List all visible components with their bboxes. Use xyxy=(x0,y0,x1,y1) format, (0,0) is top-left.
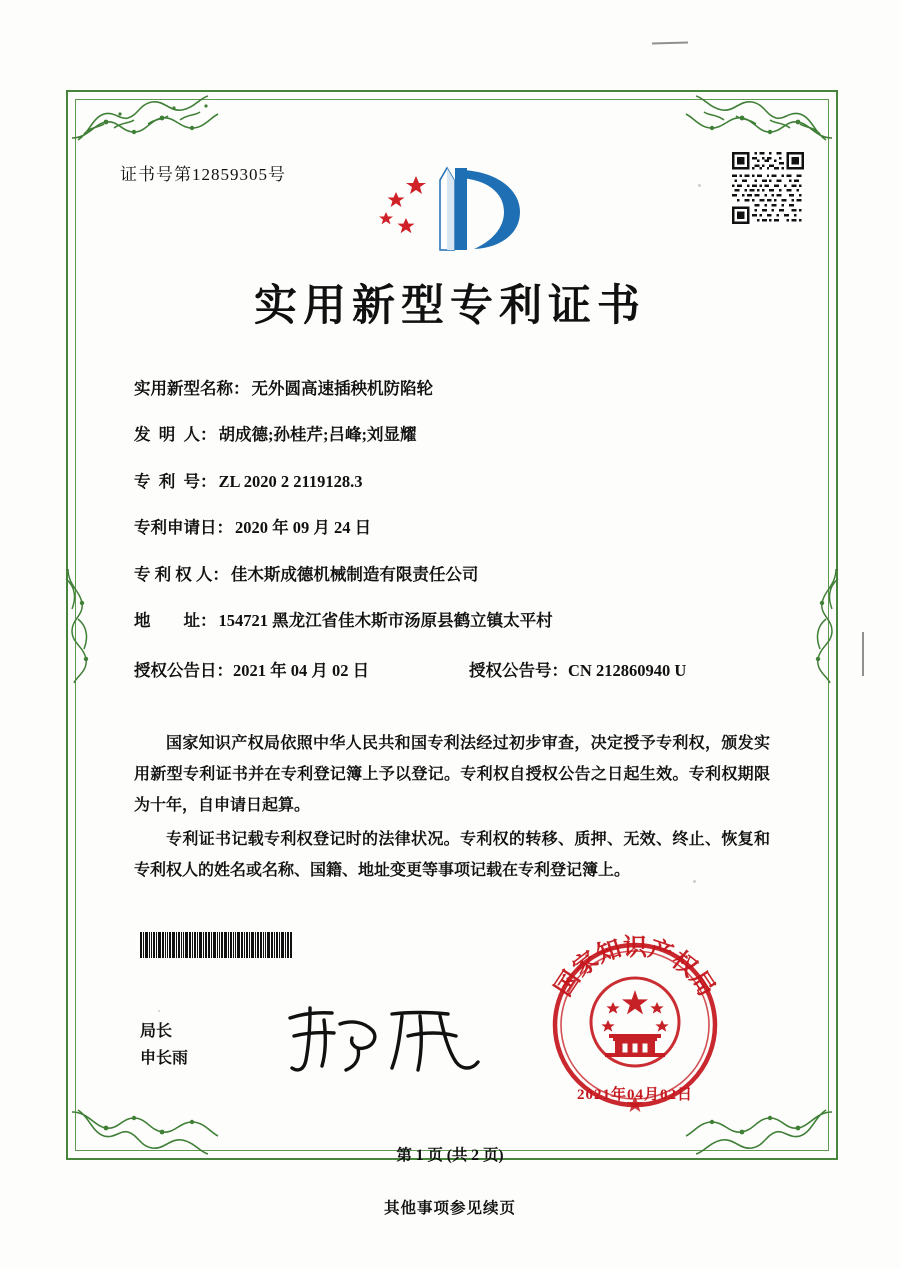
field-label: 实用新型名称： xyxy=(134,379,250,398)
paragraph-1: 国家知识产权局依照中华人民共和国专利法经过初步审查，决定授予专利权，颁发实用新型专利证书并在专利登记簿上予以登记。专利权自授权公告之日起生效。专利权期限为十年，自申请日起算。 xyxy=(134,735,770,815)
field-list xyxy=(134,378,774,699)
grant-number-label: 授权公告号： xyxy=(469,660,568,680)
field-label: 专利申请日： xyxy=(134,518,233,538)
page-number: 第 1 页 (共 2 页) xyxy=(396,1147,504,1164)
field-value: 佳木斯成德机械制造有限责任公司 xyxy=(230,564,479,584)
grant-date-value: 2021 年 04 月 02 日 xyxy=(233,660,370,680)
field-address xyxy=(134,610,774,631)
seal-date: 2021年04月02日 xyxy=(576,1087,693,1103)
field-value: 胡成德;孙桂芹;吕峰;刘显耀 xyxy=(218,425,417,445)
grant-number-value: CN 212860940 U xyxy=(568,660,687,680)
grant-date xyxy=(134,657,469,681)
signature-block xyxy=(140,1018,188,1072)
field-utility-model-name xyxy=(134,378,774,399)
paragraph-2: 专利证书记载专利权登记时的法律状况。专利权的转移、质押、无效、终止、恢复和专利权人的姓名或名称、国籍、地址变更等事项记载在专利登记簿上。 xyxy=(134,830,770,879)
field-label: 地 址： xyxy=(134,611,217,631)
scan-edge-mark-top xyxy=(652,42,688,45)
cpo-patent-logo-icon xyxy=(354,166,546,252)
field-label: 发 明 人： xyxy=(134,425,217,445)
field-value: 154721 黑龙江省佳木斯市汤原县鹤立镇太平村 xyxy=(218,611,553,631)
field-label: 专 利 号： xyxy=(134,471,217,491)
svg-text:国家知识产权局: 国家知识产权局 xyxy=(550,935,720,1002)
field-application-date xyxy=(134,517,774,538)
field-value: 2020 年 09 月 24 日 xyxy=(235,518,372,538)
field-patent-number xyxy=(134,471,774,492)
official-red-seal-icon xyxy=(540,930,730,1120)
body-text xyxy=(134,728,770,888)
field-inventors xyxy=(134,424,774,445)
handwritten-signature-icon xyxy=(280,1000,490,1078)
field-value: ZL 2020 2 2119128.3 xyxy=(218,471,363,491)
scan-edge-mark-right xyxy=(862,632,864,676)
grant-publication-number xyxy=(469,657,686,681)
field-patentee xyxy=(134,564,774,585)
certificate-number: 证书号第12859305号 xyxy=(120,165,286,184)
field-grant-row xyxy=(134,657,774,681)
signature-role: 局长 xyxy=(140,1023,173,1040)
qr-code-icon xyxy=(732,152,804,224)
barcode xyxy=(140,932,336,958)
footer-note: 其他事项参见续页 xyxy=(383,1200,516,1217)
page-title: 实用新型专利证书 xyxy=(254,283,646,330)
field-value: 无外圆高速插秧机防陷轮 xyxy=(251,379,433,398)
signature-name: 申长雨 xyxy=(140,1050,189,1068)
grant-date-label: 授权公告日： xyxy=(134,660,233,680)
field-label: 专 利 权 人： xyxy=(134,564,229,584)
